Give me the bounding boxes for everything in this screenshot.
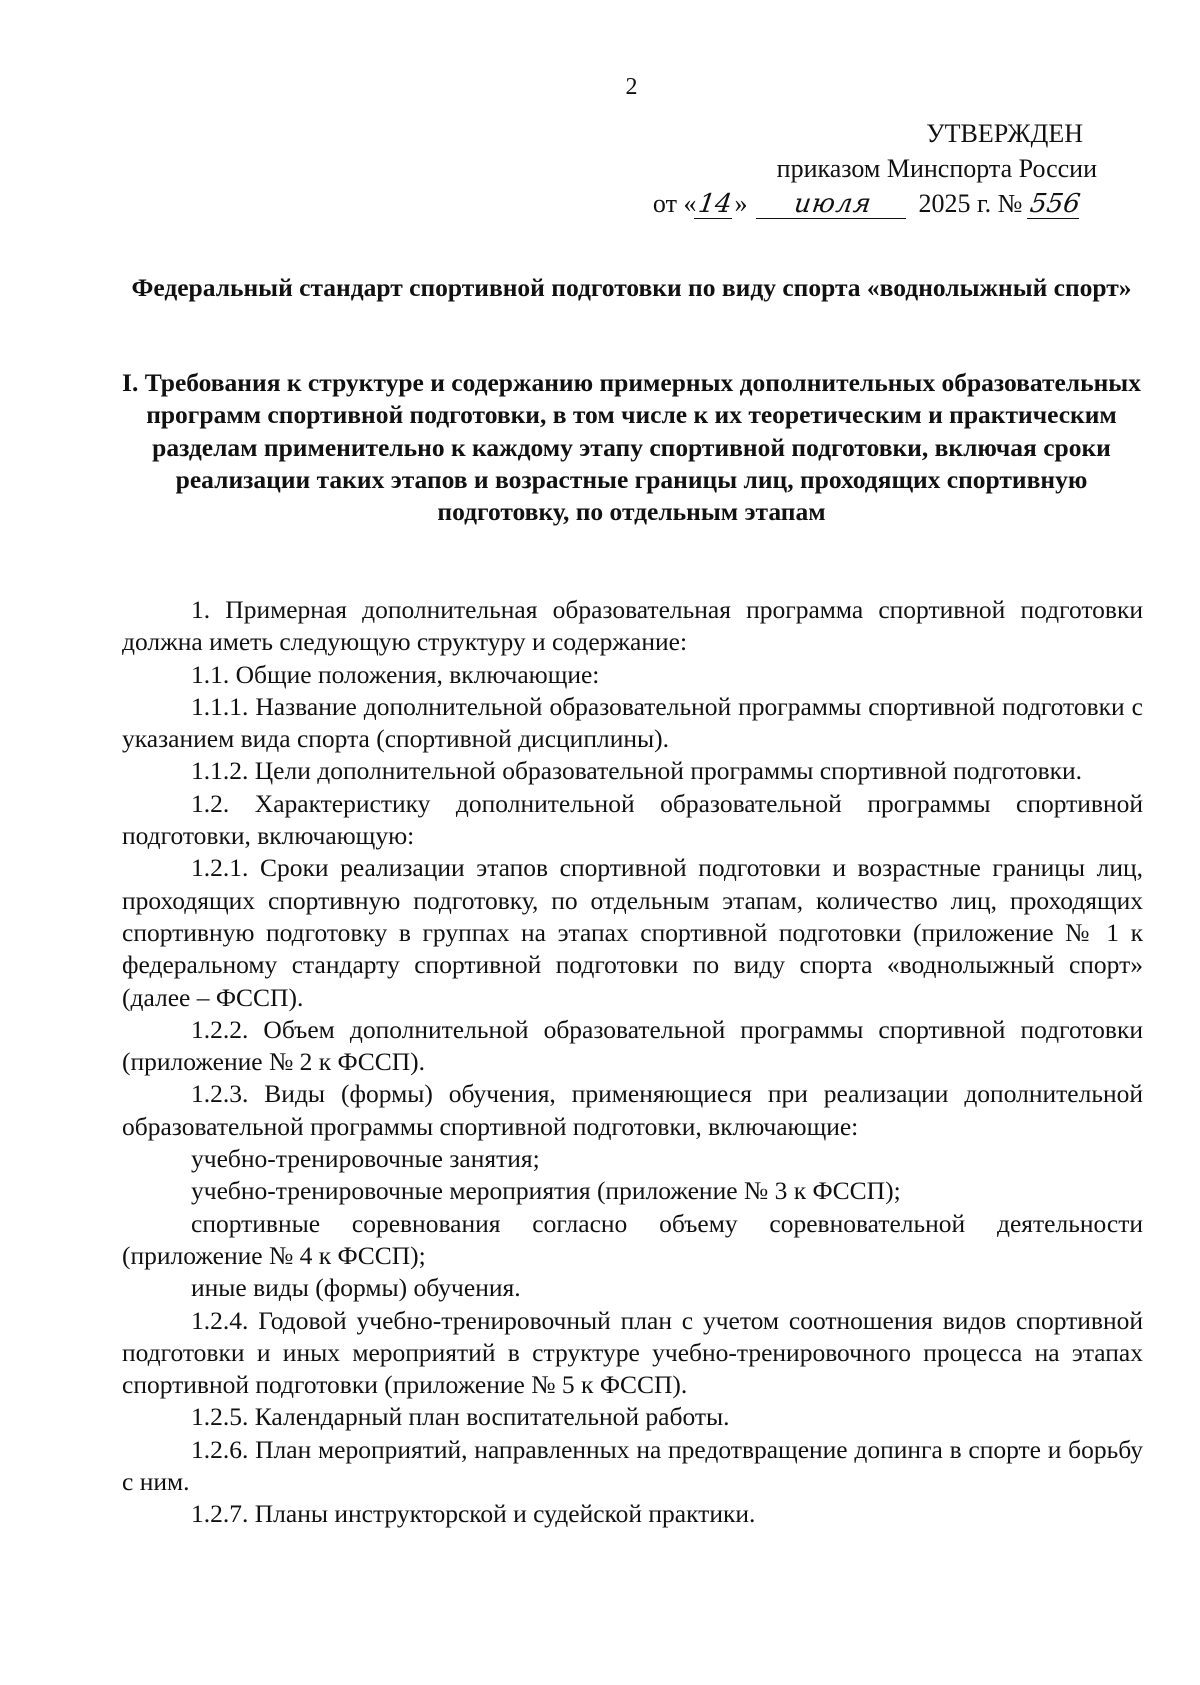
paragraph: 1.2.2. Объем дополнительной образовательной программы спортивной подготовки (приложение № 2 к ФССП).	[122, 1014, 1143, 1077]
handwritten-order-number: 556	[1028, 189, 1082, 219]
approval-block	[637, 116, 1097, 221]
handwritten-month: июля	[756, 190, 910, 219]
paragraph: 1. Примерная дополнительная образовательная программа спортивной подготовки должна иметь следующую структуру и содержание:	[122, 595, 1143, 657]
page-number: 2	[625, 74, 638, 100]
approval-heading: УТВЕРЖДЕН	[926, 119, 1083, 148]
paragraph: 1.2.7. Планы инструкторской и судейской практики.	[191, 1499, 756, 1529]
paragraph: 1.1.1. Название дополнительной образовательной программы спортивной подготовки с указанием вида спорта (спортивной дисциплины).	[122, 691, 1143, 754]
paragraph: учебно-тренировочные мероприятия (приложение № 3 к ФССП);	[191, 1176, 901, 1206]
paragraph: 1.2.3. Виды (формы) обучения, применяющиеся при реализации дополнительной образовательной программы спортивной подготовки, включающие:	[122, 1079, 1143, 1141]
paragraph: спортивные соревнования согласно объему соревновательной деятельности (приложение № 4 к ФССП);	[122, 1208, 1143, 1270]
paragraph: иные виды (формы) обучения.	[191, 1273, 521, 1303]
paragraph: 1.1.2. Цели дополнительной образовательной программы спортивной подготовки.	[191, 756, 1083, 786]
paragraph: 1.2.4. Годовой учебно-тренировочный план с учетом соотношения видов спортивной подготовки и иных мероприятий в структуре учебно-тренировочного процесса на этапах спортивной подготовки (приложение № 5 к ФССП).	[122, 1305, 1143, 1400]
paragraph: 1.2.6. План мероприятий, направленных на предотвращение допинга в спорте и борьбу с ним.	[122, 1434, 1143, 1497]
standard-title: Федеральный стандарт спортивной подготовки по виду спорта «воднолыжный спорт»	[131, 273, 1132, 302]
date-prefix: от «	[652, 189, 697, 218]
date-mid: »	[734, 189, 748, 218]
paragraph: учебно-тренировочные занятия;	[191, 1144, 540, 1174]
paragraph: 1.2.5. Календарный план воспитательной работы.	[191, 1402, 730, 1432]
paragraph: 1.2.1. Сроки реализации этапов спортивной подготовки и возрастные границы лиц, проходящих спортивную подготовку, по отдельным этапам, количество лиц, проходящих спортивную подготовку в группах на этапах спортивной подготовки (приложение № 1 к федеральному стандарту спортивной подготовки по виду спорта «воднолыжный спорт» (далее – ФССП).	[122, 853, 1143, 1012]
year-text: 2025 г. №	[918, 189, 1023, 218]
section-title: I. Требования к структуре и содержанию примерных дополнительных образовательных программ спортивной подготовки, в том числе к их теоретическим и практическим разделам применительно к каждому этапу спортивной подготовки, включая сроки реализации таких этапов и возрастные границы лиц, проходящих спортивную подготовку, по отдельным этапам	[122, 368, 1141, 527]
approval-date-line	[637, 186, 1097, 221]
body-text	[122, 594, 1143, 1531]
handwritten-day: 14	[694, 190, 736, 219]
paragraph: 1.1. Общие положения, включающие:	[191, 659, 600, 689]
approval-order-line: приказом Минспорта России	[776, 154, 1097, 183]
paragraph: 1.2. Характеристику дополнительной образовательной программы спортивной подготовки, включающую:	[122, 788, 1143, 851]
